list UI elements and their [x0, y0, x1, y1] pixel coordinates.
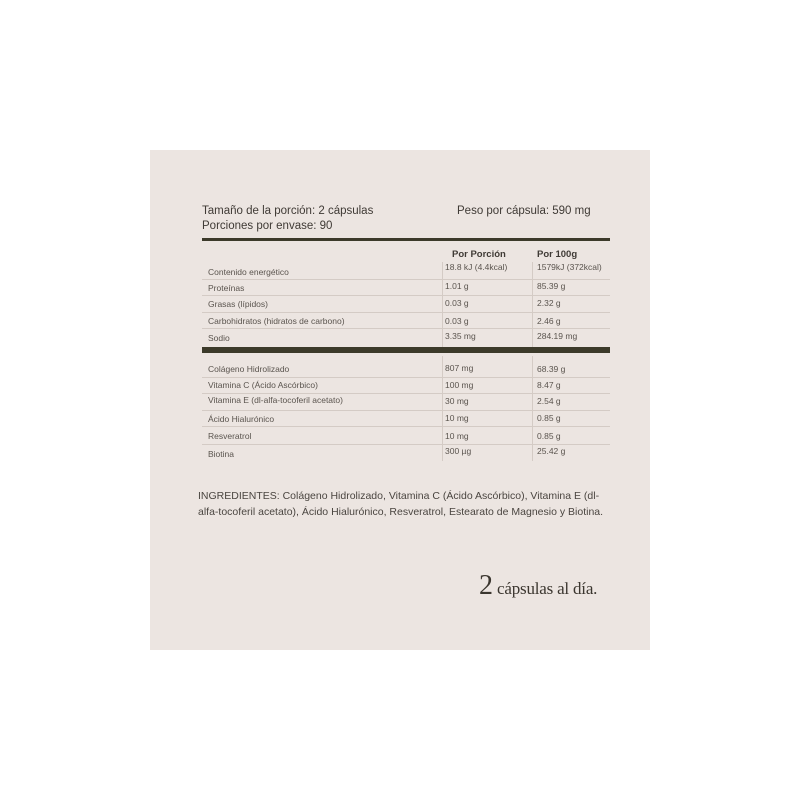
row-name: Proteínas [208, 282, 245, 293]
row-per-serving: 100 mg [445, 379, 474, 390]
row-per-100g: 8.47 g [537, 379, 561, 390]
row-per-100g: 2.54 g [537, 396, 561, 406]
row-per-serving: 300 µg [445, 446, 472, 456]
row-per-serving: 807 mg [445, 363, 474, 373]
column-separator [532, 262, 533, 347]
row-per-100g: 0.85 g [537, 431, 561, 441]
table-row [202, 328, 610, 345]
dosage-text: cápsulas al día. [493, 579, 598, 598]
serving-size: Tamaño de la porción: 2 cápsulas [202, 205, 374, 217]
table-row [202, 279, 610, 297]
servings-per-container: Porciones por envase: 90 [202, 220, 333, 232]
row-per-serving: 3.35 mg [445, 331, 476, 341]
row-name: Carbohidratos (hidratos de carbono) [208, 315, 345, 326]
column-separator [442, 262, 443, 347]
dosage-number: 2 [479, 570, 493, 601]
dosage-statement [479, 570, 597, 602]
column-header-per-100g: Por 100g [537, 249, 578, 260]
row-per-serving: 1.01 g [445, 280, 469, 291]
table-row [202, 426, 610, 445]
row-name: Biotina [208, 449, 234, 459]
row-per-serving: 18.8 kJ (4.4kcal) [445, 262, 508, 272]
section-divider [202, 347, 610, 353]
row-name: Sodio [208, 333, 230, 343]
row-per-serving: 10 mg [445, 412, 469, 423]
row-per-serving: 0.03 g [445, 315, 469, 326]
row-per-100g: 1579kJ (372kcal) [537, 262, 602, 272]
label-panel [150, 150, 650, 650]
table-row [202, 410, 610, 428]
row-name: Resveratrol [208, 431, 252, 441]
column-separator [442, 356, 443, 461]
row-per-100g: 2.46 g [537, 315, 561, 326]
row-per-serving: 30 mg [445, 396, 469, 406]
row-per-serving: 10 mg [445, 431, 469, 441]
row-per-100g: 2.32 g [537, 298, 561, 308]
capsule-weight: Peso por cápsula: 590 mg [457, 205, 591, 217]
row-per-100g: 25.42 g [537, 446, 566, 456]
ingredients-text: INGREDIENTES: Colágeno Hidrolizado, Vitamina C (Ácido Ascórbico), Vitamina E (dl-alfa-tocoferil acetato), Ácido Hialurónico, Resveratrol, Estearato de Magnesio y Biotina. [198, 490, 604, 518]
table-row [202, 360, 610, 378]
table-row [202, 377, 610, 395]
row-per-100g: 85.39 g [537, 280, 566, 291]
table-row [202, 445, 610, 462]
column-separator [532, 356, 533, 461]
row-name: Vitamina C (Ácido Ascórbico) [208, 379, 318, 390]
table-row [202, 295, 610, 313]
row-per-100g: 68.39 g [537, 364, 566, 374]
table-row [202, 262, 610, 280]
table-row [202, 393, 610, 411]
row-name: Colágeno Hidrolizado [208, 364, 290, 374]
column-header-per-serving: Por Porción [452, 249, 506, 260]
row-name: Vitamina E (dl-alfa-tocoferil acetato) [208, 395, 343, 405]
row-name: Contenido energético [208, 267, 289, 277]
row-per-serving: 0.03 g [445, 298, 469, 308]
row-name: Grasas (lípidos) [208, 299, 268, 309]
table-row [202, 312, 610, 330]
row-name: Ácido Hialurónico [208, 413, 275, 424]
row-per-100g: 0.85 g [537, 412, 561, 423]
row-per-100g: 284.19 mg [537, 331, 578, 341]
top-divider [202, 238, 610, 241]
